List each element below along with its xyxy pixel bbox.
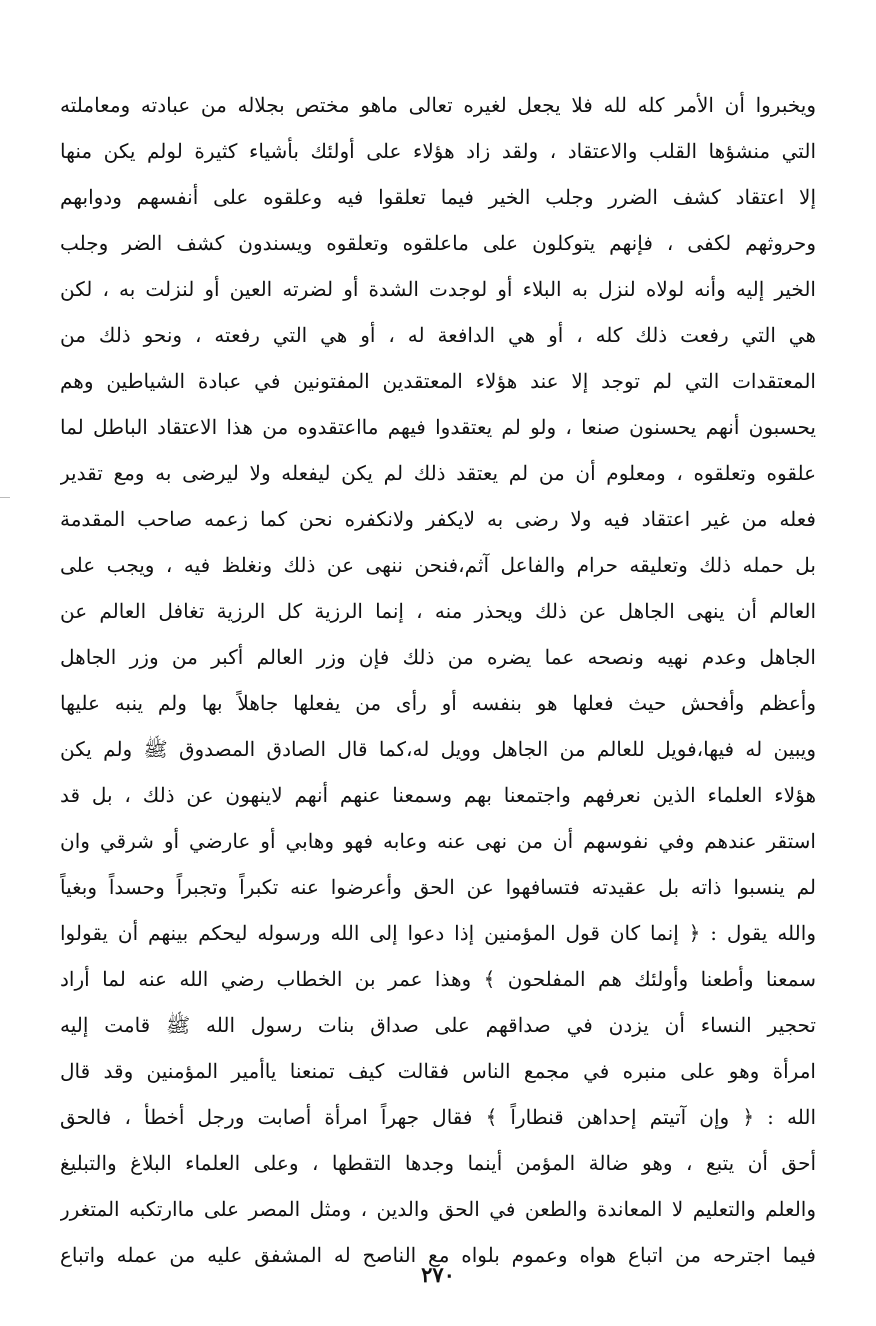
text-line: ويخبروا أن الأمر كله لله فلا يجعل لغيره تعالى ماهو مختص بجلاله من عبادته ومعاملته	[60, 93, 816, 117]
text-line: إلا اعتقاد كشف الضرر وجلب الخير فيما تعلقوا فيه وعلقوه على أنفسهم ودوابهم	[60, 185, 816, 209]
text-line: سمعنا وأطعنا وأولئك هم المفلحون ﴾ وهذا عمر بن الخطاب رضي الله عنه لما أراد	[60, 967, 816, 991]
margin-mark	[0, 497, 10, 498]
text-line: الخير إليه وأنه لولاه لنزل به البلاء أو لوجدت الشدة أو لضرته العين أو لنزلت به ، لكن	[60, 277, 816, 301]
text-line: فعله من غير اعتقاد فيه ولا رضى به لايكفر ولانكفره نحن كما زعمه صاحب المقدمة	[60, 507, 816, 531]
text-line: يحسبون أنهم يحسنون صنعا ، ولو لم يعتقدوا فيهم مااعتقدوه من هذا الاعتقاد الباطل لما	[60, 415, 816, 439]
text-line: لم ينسبوا ذاته بل عقيدته فتسافهوا عن الحق وأعرضوا عنه تكبراً وتجبراً وحسداً وبغياً	[60, 875, 816, 899]
text-line: الله : ﴿ وإن آتيتم إحداهن قنطاراً ﴾ فقال جهراً امرأة أصابت ورجل أخطأ ، فالحق	[60, 1105, 816, 1129]
text-line: والله يقول : ﴿ إنما كان قول المؤمنين إذا دعوا إلى الله ورسوله ليحكم بينهم أن يقولوا	[60, 921, 816, 945]
page-number: ٢٧٠	[421, 1262, 455, 1287]
body-text	[60, 82, 816, 1278]
text-line: الجاهل وعدم نهيه ونصحه عما يضره من ذلك فإن وزر العالم أكبر من وزر الجاهل	[60, 645, 816, 669]
text-line: علقوه وتعلقوه ، ومعلوم أن من لم يعتقد ذلك لم يكن ليفعله ولا ليرضى به ومع تقدير	[60, 461, 816, 485]
text-line: فيما اجترحه من اتباع هواه وعموم بلواه مع الناصح له المشفق عليه من عمله واتباع	[60, 1243, 816, 1267]
text-line: هي التي رفعت ذلك كله ، أو هي الدافعة له ، أو هي التي رفعته ، ونحو ذلك من	[60, 323, 816, 347]
text-line: التي منشؤها القلب والاعتقاد ، ولقد زاد هؤلاء على أولئك بأشياء كثيرة لولم يكن منها	[60, 139, 816, 163]
text-line: بل حمله ذلك وتعليقه حرام والفاعل آثم،فنحن ننهى عن ذلك ونغلظ فيه ، ويجب على	[60, 553, 816, 577]
text-line: هؤلاء العلماء الذين نعرفهم واجتمعنا بهم وسمعنا عنهم أنهم لاينهون عن ذلك ، بل قد	[60, 783, 816, 807]
text-line: المعتقدات التي لم توجد إلا عند هؤلاء المعتقدين المفتونين في عبادة الشياطين وهم	[60, 369, 816, 393]
text-line: استقر عندهم وفي نفوسهم أن من نهى عنه وعابه فهو وهابي أو عارضي أو شرقي وان	[60, 829, 816, 853]
text-line: امرأة وهو على منبره في مجمع الناس فقالت كيف تمنعنا ياأمير المؤمنين وقد قال	[60, 1059, 816, 1083]
text-line: تحجير النساء أن يزدن في صداقهم على صداق بنات رسول الله ﷺ قامت إليه	[60, 1013, 816, 1037]
text-line: والعلم والتعليم لا المعاندة والطعن في الحق والدين ، ومثل المصر على ماارتكبه المتغرر	[60, 1197, 816, 1221]
text-line: أحق أن يتبع ، وهو ضالة المؤمن أينما وجدها التقطها ، وعلى العلماء البلاغ والتبليغ	[60, 1151, 816, 1175]
text-line: العالم أن ينهى الجاهل عن ذلك ويحذر منه ، إنما الرزية كل الرزية تغافل العالم عن	[60, 599, 816, 623]
text-line: وأعظم وأفحش حيث فعلها هو بنفسه أو رأى من يفعلها جاهلاً بها ولم ينبه عليها	[60, 691, 816, 715]
text-line: ويبين له فيها،فويل للعالم من الجاهل وويل له،كما قال الصادق المصدوق ﷺ ولم يكن	[60, 737, 816, 761]
text-line: وحروثهم لكفى ، فإنهم يتوكلون على ماعلقوه وتعلقوه ويسندون كشف الضر وجلب	[60, 231, 816, 255]
